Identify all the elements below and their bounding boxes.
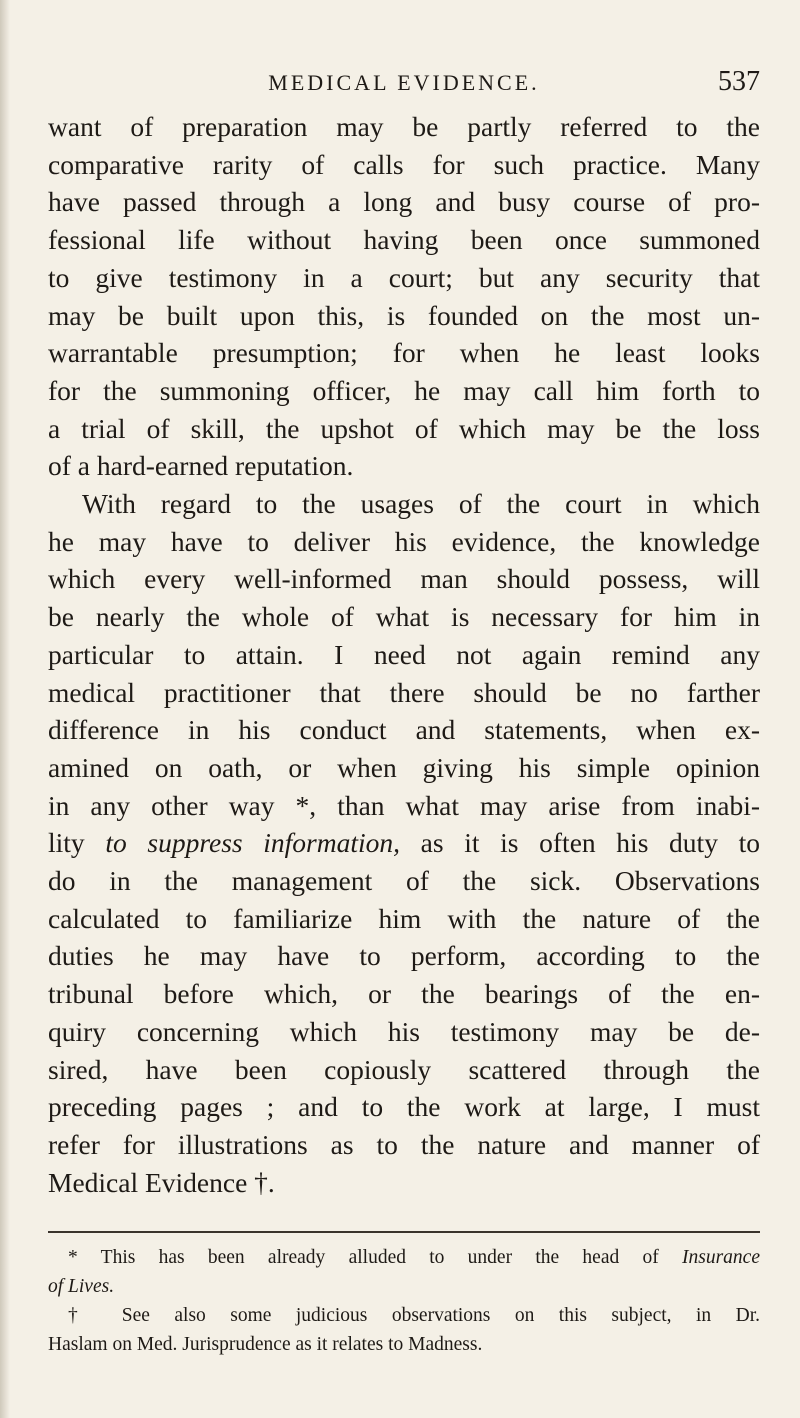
footnote-2-line: Haslam on Med. Jurisprudence as it relates to Madness.: [48, 1334, 483, 1356]
text-line: he may have to deliver his evidence, the knowledge: [48, 525, 760, 557]
text-line: in any other way *, than what may arise from inabi-: [48, 789, 760, 821]
text-line: to give testimony in a court; but any security that: [48, 261, 760, 293]
text-span: as it is often his duty to: [400, 827, 760, 859]
footnotes: [48, 1243, 760, 1359]
footnote-rule: [48, 1231, 760, 1233]
text-line-with-italic: [48, 824, 760, 862]
footnote-text: * This has been already alluded to under the head of: [68, 1247, 683, 1269]
text-line: want of preparation may be partly referred to the: [48, 111, 760, 142]
text-line: particular to attain. I need not again remind any: [48, 638, 760, 670]
text-line: amined on oath, or when giving his simple opinion: [48, 751, 760, 783]
page-number: 537: [718, 66, 760, 97]
book-page: [48, 0, 760, 1359]
text-line: do in the management of the sick. Observations: [48, 865, 760, 897]
text-line: medical practitioner that there should be no farther: [48, 676, 760, 708]
footnote-1-line: [48, 1243, 760, 1272]
text-line: calculated to familiarize him with the nature of the: [48, 902, 760, 934]
text-line: which every well-informed man should possess, will: [48, 563, 760, 595]
paragraph-2: [48, 485, 760, 1201]
text-line: tribunal before which, or the bearings of the en-: [48, 978, 760, 1010]
text-line: quiry concerning which his testimony may be de-: [48, 1015, 760, 1047]
text-line: refer for illustrations as to the nature and manner of: [48, 1128, 760, 1160]
text-line: Medical Evidence †.: [48, 1166, 275, 1198]
text-line: be nearly the whole of what is necessary for him in: [48, 601, 760, 633]
running-head: [48, 0, 760, 97]
text-line: With regard to the usages of the court in which: [82, 488, 760, 520]
text-line: of a hard-earned reputation.: [48, 450, 354, 482]
running-title: MEDICAL EVIDENCE.: [268, 70, 540, 95]
text-span: lity: [48, 827, 106, 859]
text-line: a trial of skill, the upshot of which may be the loss: [48, 412, 760, 444]
footnote-italic: Insurance: [682, 1247, 760, 1269]
text-line: preceding pages ; and to the work at large, I must: [48, 1091, 760, 1123]
body-text: [48, 108, 760, 1201]
text-line: for the summoning officer, he may call him forth to: [48, 374, 760, 406]
footnote-2-line: † See also some judicious observations on this subject, in Dr.: [68, 1305, 760, 1327]
footnote-1-line: [48, 1272, 760, 1301]
text-line: comparative rarity of calls for such practice. Many: [48, 148, 760, 180]
italic-phrase: to suppress information,: [105, 827, 401, 859]
text-line: duties he may have to perform, according to the: [48, 940, 760, 972]
text-line: difference in his conduct and statements, when ex-: [48, 714, 760, 746]
text-line: warrantable presumption; for when he least looks: [48, 337, 760, 369]
paragraph-1: [48, 108, 760, 485]
text-line: fessional life without having been once summoned: [48, 224, 760, 256]
text-line: may be built upon this, is founded on the most un-: [48, 299, 760, 331]
footnote-italic: of Lives.: [48, 1276, 115, 1298]
text-line: have passed through a long and busy course of pro-: [48, 186, 760, 218]
binding-shadow: [0, 0, 10, 1418]
text-line: sired, have been copiously scattered through the: [48, 1053, 760, 1085]
